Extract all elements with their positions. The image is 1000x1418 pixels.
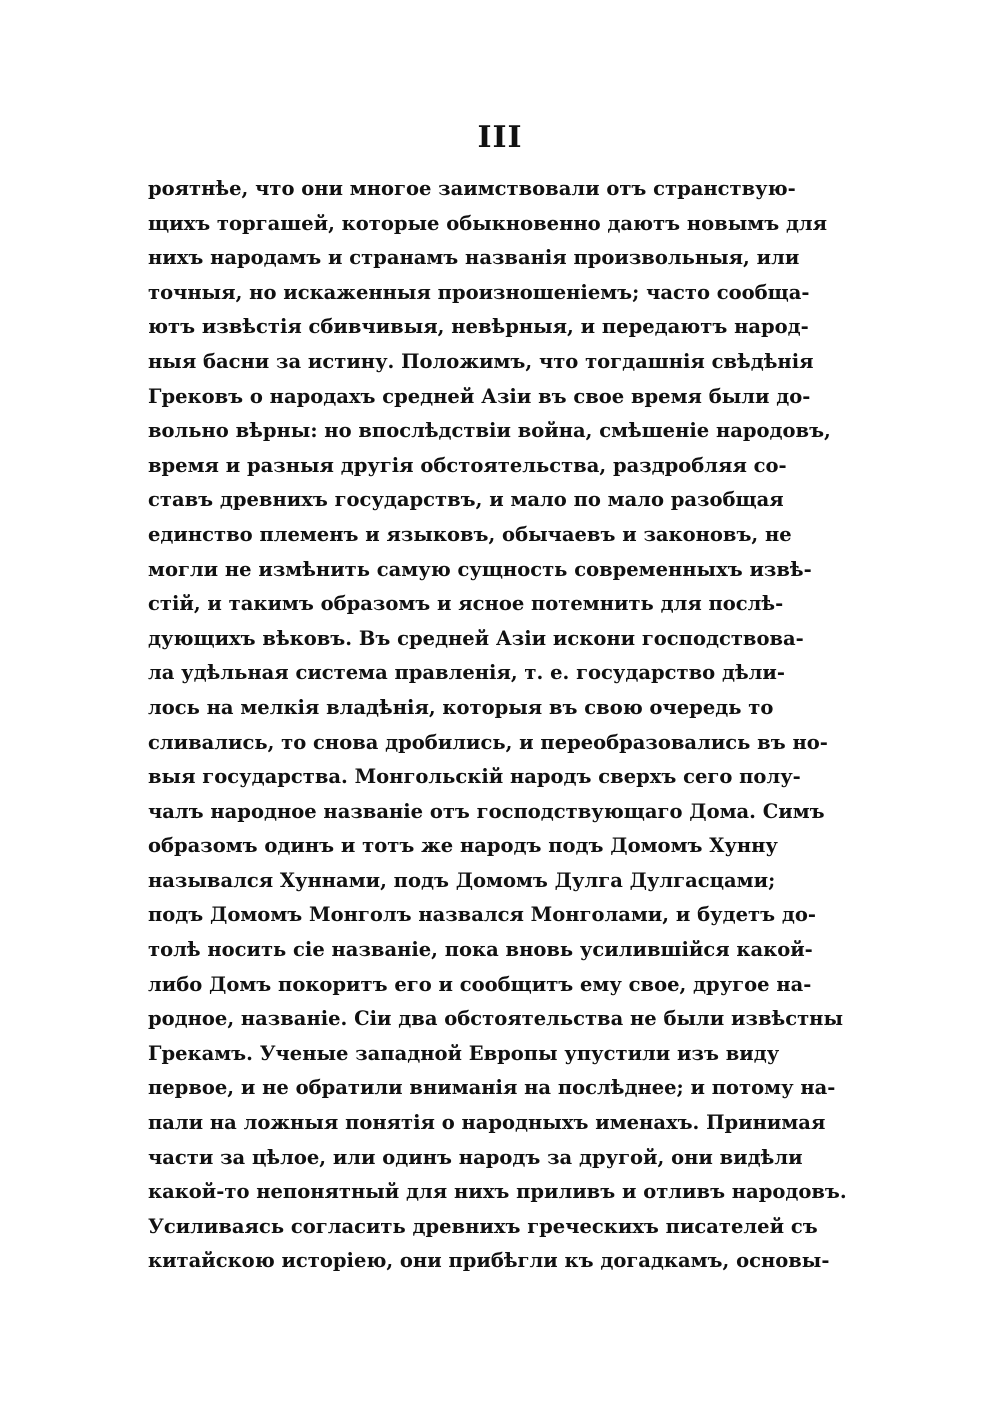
text-line: роятнѣе, что они многое заимствовали отъ странствую- (148, 177, 796, 200)
text-line: точныя, но искаженныя произношеніемъ; часто сообща- (148, 280, 810, 304)
text-line: ставъ древнихъ государствъ, и мало по мало разобщая (148, 488, 784, 512)
text-line: какой-то непонятный для нихъ приливъ и отливъ народовъ. (148, 1180, 847, 1204)
text-line: ныя басни за истину. Положимъ, что тогдашнія свѣдѣнія (148, 349, 814, 373)
text-line: лось на мелкія владѣнія, которыя въ свою очередь то (148, 695, 774, 719)
text-line: части за цѣлое, или одинъ народъ за другой, они видѣли (148, 1145, 803, 1169)
text-line: толѣ носить сіе названіе, пока вновь усилившійся какой- (148, 938, 813, 962)
text-line: китайскою исторіею, они прибѣгли къ догадкамъ, основы- (148, 1249, 830, 1273)
text-line: щихъ торгашей, которые обыкновенно даютъ новымъ для (148, 211, 828, 235)
text-line: Грековъ о народахъ средней Азіи въ свое время были до- (148, 384, 811, 408)
text-line: Усиливаясь согласить древнихъ греческихъ писателей съ (148, 1214, 818, 1238)
text-line: ла удѣльная система правленія, т. е. государство дѣли- (148, 661, 785, 685)
text-line: выя государства. Монгольскій народъ сверхъ сего полу- (148, 765, 801, 789)
text-line: вольно вѣрны: но впослѣдствіи война, смѣшеніе народовъ, (148, 419, 831, 443)
text-line: единство племенъ и языковъ, обычаевъ и законовъ, не (148, 522, 792, 546)
text-line: первое, и не обратили вниманія на послѣднее; и потому на- (148, 1076, 836, 1100)
text-line: дующихъ вѣковъ. Въ средней Азіи искони господствова- (148, 626, 804, 650)
text-line: пали на ложныя понятія о народныхъ именахъ. Принимая (148, 1111, 826, 1135)
text-line: могли не измѣнить самую сущность современныхъ извѣ- (148, 557, 812, 581)
text-line: ютъ извѣстія сбивчивыя, невѣрныя, и передаютъ народ- (148, 315, 809, 339)
text-line: образомъ одинъ и тотъ же народъ подъ Домомъ Хунну (148, 834, 778, 858)
text-line: нихъ народамъ и странамъ названія произвольныя, или (148, 246, 800, 270)
text-line: время и разныя другія обстоятельства, раздробляя со- (148, 453, 787, 477)
text-line: назывался Хуннами, подъ Домомъ Дулга Дулгасцами; (148, 868, 776, 892)
page-number: III (477, 120, 523, 155)
text-line: подъ Домомъ Монголъ назвался Монголами, и будетъ до- (148, 903, 816, 927)
text-line: либо Домъ покоритъ его и сообщитъ ему свое, другое на- (148, 972, 812, 996)
body-text (148, 172, 847, 1279)
text-line: сливались, то снова дробились, и переобразовались въ но- (148, 730, 828, 754)
text-line: Грекамъ. Ученые западной Европы упустили изъ виду (148, 1041, 780, 1065)
text-line: родное, названіе. Сіи два обстоятельства не были извѣстны (148, 1007, 844, 1031)
text-line: чалъ народное названіе отъ господствующаго Дома. Симъ (148, 799, 825, 823)
text-line: стій, и такимъ образомъ и ясное потемнить для послѣ- (148, 592, 784, 616)
